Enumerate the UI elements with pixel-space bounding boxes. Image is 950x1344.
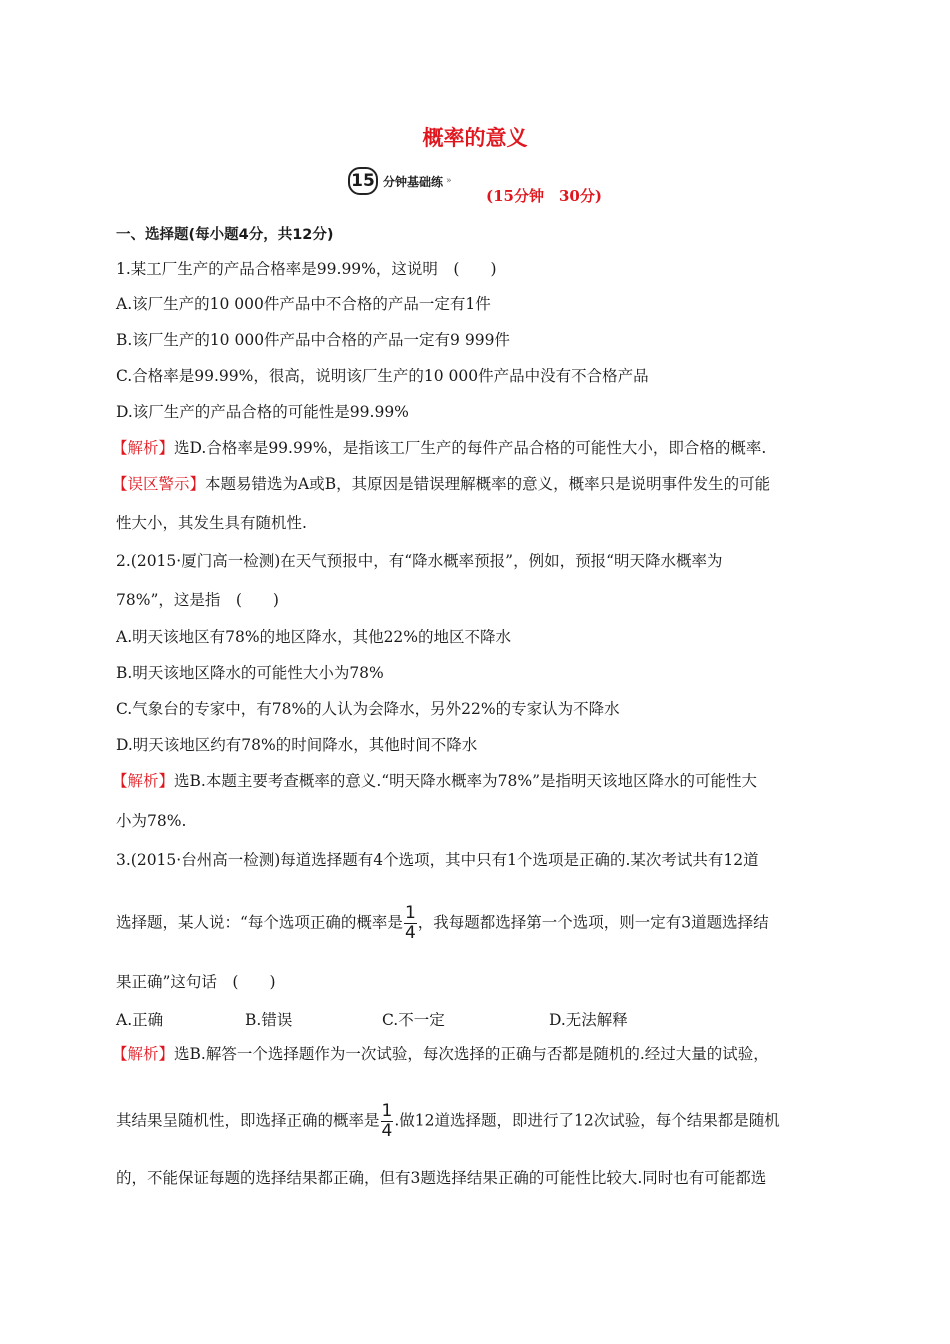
doc-title: 概率的意义 <box>422 125 528 150</box>
q2-analysis-cont: 小为78%. <box>116 812 187 830</box>
q3-stem-end: 果正确”这句话 ( ) <box>116 973 276 991</box>
q1-analysis <box>112 437 766 459</box>
q3-stem-text: 选择题，某人说：“每个选项正确的概率是 <box>116 913 403 932</box>
q3-analysis-text: 其结果呈随机性，即选择正确的概率是 <box>116 1111 380 1130</box>
q3-analysis-end: 的，不能保证每题的选择结果都正确，但有3题选择结果正确的可能性比较大.同时也有可能都选 <box>116 1169 767 1187</box>
q1-warning <box>112 473 770 495</box>
q3-option-a: A.正确 <box>116 1011 164 1029</box>
q3-analysis-text-2: .做12道选择题，即进行了12次试验，每个结果都是随机 <box>394 1111 780 1130</box>
q1-warning-cont: 性大小，其发生具有随机性. <box>116 514 307 532</box>
q1-option-b: B.该厂生产的10 000件产品中合格的产品一定有9 999件 <box>116 331 510 349</box>
analysis-text: 选B.本题主要考查概率的意义.“明天降水概率为78%”是指明天该地区降水的可能性大 <box>174 772 758 790</box>
q3-stem: 3.(2015·台州高一检测)每道选择题有4个选项，其中只有1个选项是正确的.某次考试共有12道 <box>116 851 759 869</box>
q2-option-a: A.明天该地区有78%的地区降水，其他22%的地区不降水 <box>116 628 512 646</box>
practice-badge <box>348 168 452 194</box>
q2-option-d: D.明天该地区约有78%的时间降水，其他时间不降水 <box>116 736 478 754</box>
analysis-tag: 【解析】 <box>112 1045 175 1063</box>
timing-info: (15分钟 30分) <box>486 187 602 205</box>
q2-option-c: C.气象台的专家中，有78%的人认为会降水，另外22%的专家认为不降水 <box>116 700 620 718</box>
q3-option-d: D.无法解释 <box>549 1011 628 1029</box>
q2-stem-cont: 78%”，这是指 ( ) <box>116 591 279 609</box>
fraction <box>404 904 417 943</box>
q2-option-b: B.明天该地区降水的可能性大小为78% <box>116 664 384 682</box>
fraction-numerator: 1 <box>404 903 416 923</box>
q2-stem: 2.(2015·厦门高一检测)在天气预报中，有“降水概率预报”，例如，预报“明天降水概率为 <box>116 552 723 570</box>
q3-option-c: C.不一定 <box>382 1011 445 1029</box>
warning-text: 本题易错选为A或B，其原因是错误理解概率的意义，概率只是说明事件发生的可能 <box>205 475 771 493</box>
q3-stem-cont <box>116 904 769 943</box>
fraction <box>381 1102 394 1141</box>
q1-option-d: D.该厂生产的产品合格的可能性是99.99% <box>116 403 409 421</box>
q2-analysis <box>112 770 757 792</box>
analysis-text: 选B.解答一个选择题作为一次试验，每次选择的正确与否都是随机的.经过大量的试验， <box>174 1045 769 1063</box>
analysis-tag: 【解析】 <box>112 772 175 790</box>
badge-label: 分钟基础练 <box>383 174 444 189</box>
badge-number: 15 <box>348 167 378 195</box>
fraction-denominator: 4 <box>381 1121 393 1141</box>
q3-analysis <box>112 1043 769 1065</box>
fraction-denominator: 4 <box>404 923 416 943</box>
chevron-right-icon: » <box>446 176 452 186</box>
section-heading: 一、选择题(每小题4分，共12分) <box>116 227 334 243</box>
warning-tag: 【误区警示】 <box>112 475 206 493</box>
q3-analysis-cont <box>116 1102 780 1141</box>
q3-option-b: B.错误 <box>245 1011 293 1029</box>
q3-stem-text-2: ，我每题都选择第一个选项，则一定有3道题选择结 <box>417 913 769 932</box>
q1-stem: 1.某工厂生产的产品合格率是99.99%，这说明 ( ) <box>116 260 497 278</box>
q1-option-c: C.合格率是99.99%，很高，说明该厂生产的10 000件产品中没有不合格产品 <box>116 367 649 385</box>
analysis-tag: 【解析】 <box>112 439 175 457</box>
fraction-numerator: 1 <box>381 1101 393 1121</box>
q1-option-a: A.该厂生产的10 000件产品中不合格的产品一定有1件 <box>116 295 491 313</box>
analysis-text: 选D.合格率是99.99%，是指该工厂生产的每件产品合格的可能性大小，即合格的概率. <box>174 439 767 457</box>
